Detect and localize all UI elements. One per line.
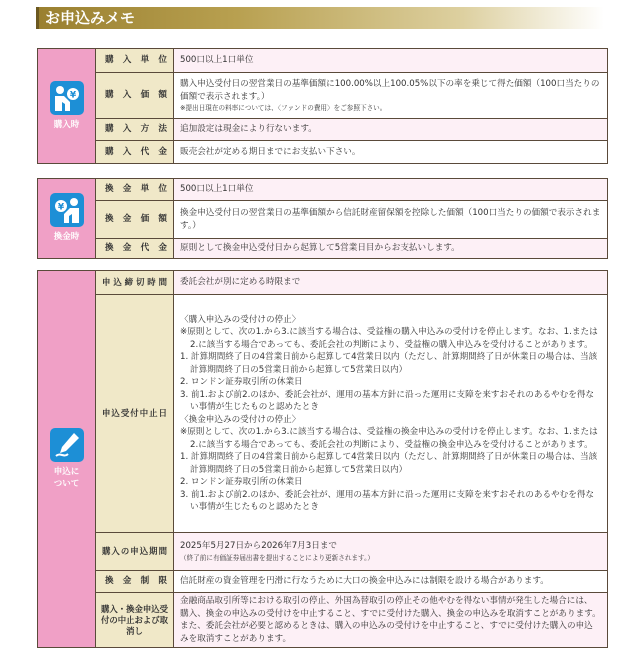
row-label: 換金制限	[96, 571, 174, 593]
row-label: 換金単位	[96, 179, 174, 201]
value-line: 〈購入申込みの受付けの停止〉	[180, 314, 301, 325]
yen-person-icon	[50, 193, 84, 227]
pen-icon	[50, 428, 84, 462]
svg-text:¥: ¥	[57, 202, 64, 213]
row-label: 購入の申込期間	[96, 533, 174, 571]
application-table	[37, 270, 608, 648]
value-note: （終了前に有価証券届出書を提出することにより更新されます。）	[180, 553, 374, 562]
row-label: 購入代金	[96, 141, 174, 164]
value-text: 購入申込受付日の翌営業日の基準価額に100.00%以上100.05%以下の率を乗じて得た価額（100口当たりの価額で表示されます。）	[180, 79, 600, 102]
row-value: 換金申込受付日の翌営業日の基準価額から信託財産留保額を控除した価額（100口当たりの価額で表示されます。）	[174, 201, 608, 239]
value-line: ※原則として、次の1.から3.に該当する場合は、受益権の購入申込みの受付けを停止します。なお、1.または2.に該当する場合であっても、委託会社の判断により、受益権の購入申込みを受付けることがあります。	[180, 327, 598, 350]
purchase-side-label: ¥ 購入時	[38, 49, 96, 164]
value-line: ※原則として、次の1.から3.に該当する場合は、受益権の換金申込みの受付けを停止します。なお、1.または2.に該当する場合であっても、委託会社の判断により、受益権の換金申込みを受付けることがあります。	[180, 427, 598, 450]
row-value: 委託会社が別に定める時限まで	[174, 271, 608, 295]
section-title-bar	[36, 7, 604, 29]
row-label: 購入単位	[96, 49, 174, 73]
row-label: 換金価額	[96, 201, 174, 239]
row-value: 500口以上1口単位	[174, 179, 608, 201]
row-label: 換金代金	[96, 239, 174, 259]
row-value: 追加設定は現金により行ないます。	[174, 119, 608, 141]
row-value: 原則として換金申込受付日から起算して5営業日目からお支払いします。	[174, 239, 608, 259]
svg-text:¥: ¥	[69, 90, 76, 101]
row-value	[174, 295, 608, 533]
redemption-table	[37, 178, 608, 259]
value-line: 2. ロンドン証券取引所の休業日	[180, 377, 303, 387]
row-value: 金融商品取引所等における取引の停止、外国為替取引の停止その他やむを得ない事情が発生した場合には、購入、換金の申込みの受付けを中止すること、すでに受付けた購入、換金の申込みを取消すことがあります。また、委託会社が必要と認めるときは、購入の申込みの受付けを中止すること、すでに受付けた購入の申込みを取消すことがあります。	[174, 593, 608, 648]
row-label: 購入価額	[96, 73, 174, 119]
value-text: 2025年5月27日から2026年7月3日まで	[180, 541, 338, 552]
value-line: 1. 計算期間終了日の4営業日前から起算して4営業日以内（ただし、計算期間終了日が休業日の場合は、当該計算期間終了日の5営業日前から起算して5営業日以内）	[180, 452, 598, 475]
row-value	[174, 73, 608, 119]
value-line: 2. ロンドン証券取引所の休業日	[180, 477, 303, 487]
application-side-label: 申込について	[38, 271, 96, 648]
row-value	[174, 533, 608, 571]
row-value: 信託財産の資金管理を円滑に行なうために大口の換金申込みには制限を設ける場合があります。	[174, 571, 608, 593]
row-value: 500口以上1口単位	[174, 49, 608, 73]
purchase-table	[37, 48, 608, 164]
person-yen-icon	[50, 81, 84, 115]
row-label: 申込締切時間	[96, 271, 174, 295]
value-line: 3. 前1.および前2.のほか、委託会社が、運用の基本方針に沿った運用に支障を来すおそれのあるやむを得ない事情が生じたものと認めたとき	[180, 489, 595, 512]
section-title: お申込みメモ	[45, 9, 136, 27]
value-line: 1. 計算期間終了日の4営業日前から起算して4営業日以内（ただし、計算期間終了日が休業日の場合は、当該計算期間終了日の5営業日前から起算して5営業日以内）	[180, 352, 598, 375]
row-value: 販売会社が定める期日までにお支払い下さい。	[174, 141, 608, 164]
row-label: 申込受付中止日	[96, 295, 174, 533]
value-line: 3. 前1.および前2.のほか、委託会社が、運用の基本方針に沿った運用に支障を来すおそれのあるやむを得ない事情が生じたものと認めたとき	[180, 389, 595, 412]
value-note: ※提出日現在の料率については、〈ファンドの費用〉をご参照下さい。	[180, 104, 387, 112]
row-label: 購入・換金申込受付の中止および取消し	[96, 593, 174, 648]
row-label: 購入方法	[96, 119, 174, 141]
value-line: 〈換金申込みの受付けの停止〉	[180, 414, 301, 425]
redemption-side-label: ¥ 換金時	[38, 179, 96, 259]
